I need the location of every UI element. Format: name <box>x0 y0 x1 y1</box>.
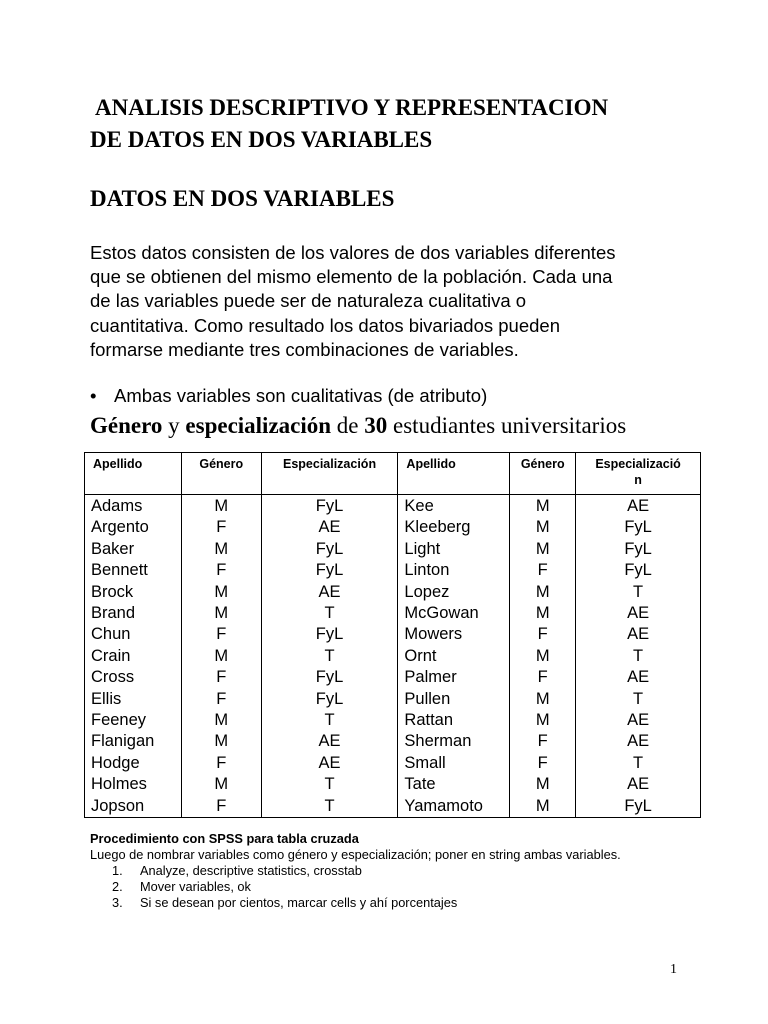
table-row <box>85 796 701 818</box>
step-number: 2. <box>112 879 123 894</box>
procedure-section <box>90 831 730 911</box>
table-cell: AE <box>576 667 701 688</box>
table-cell: AE <box>576 731 701 752</box>
column-header: Género <box>510 453 576 495</box>
procedure-title: Procedimiento con SPSS para tabla cruzada <box>90 831 359 846</box>
table-cell: M <box>510 646 576 667</box>
section-heading: DATOS EN DOS VARIABLES <box>90 186 395 211</box>
table-body <box>85 495 701 818</box>
table-cell: AE <box>261 731 398 752</box>
table-cell: M <box>181 731 261 752</box>
table-cell: F <box>510 753 576 774</box>
table-cell: AE <box>261 517 398 538</box>
column-header: Especialización <box>261 453 398 495</box>
table-cell: AE <box>576 774 701 795</box>
step-number: 3. <box>112 895 123 910</box>
table-cell: F <box>181 560 261 581</box>
table-cell: T <box>576 646 701 667</box>
table-cell: Sherman <box>398 731 510 752</box>
procedure-steps <box>90 863 730 911</box>
table-cell: Brand <box>85 603 182 624</box>
table-cell: AE <box>576 603 701 624</box>
table-cell: F <box>181 796 261 818</box>
table-cell: Kleeberg <box>398 517 510 538</box>
table-row <box>85 667 701 688</box>
table-cell: F <box>181 624 261 645</box>
table-cell: Palmer <box>398 667 510 688</box>
table-cell: Lopez <box>398 582 510 603</box>
title-line-2: DE DATOS EN DOS VARIABLES <box>90 127 433 152</box>
table-cell: M <box>510 603 576 624</box>
title-line-1: ANALISIS DESCRIPTIVO Y REPRESENTACION <box>95 95 609 120</box>
table-cell: Bennett <box>85 560 182 581</box>
table-cell: FyL <box>261 667 398 688</box>
table-cell: Chun <box>85 624 182 645</box>
list-item <box>90 895 730 911</box>
table-row <box>85 731 701 752</box>
table-cell: AE <box>576 710 701 731</box>
table-row <box>85 774 701 795</box>
table-cell: Holmes <box>85 774 182 795</box>
step-number: 1. <box>112 863 123 878</box>
table-cell: T <box>261 774 398 795</box>
table-cell: FyL <box>576 560 701 581</box>
table-cell: M <box>510 495 576 518</box>
table-cell: Ornt <box>398 646 510 667</box>
caption-word: 30 <box>364 413 388 438</box>
bullet-icon: • <box>90 385 97 406</box>
step-text: Analyze, descriptive statistics, crosstab <box>140 863 362 878</box>
table-cell: AE <box>261 753 398 774</box>
list-item <box>90 863 730 879</box>
table-cell: M <box>510 774 576 795</box>
table-cell: F <box>510 731 576 752</box>
table-cell: F <box>181 667 261 688</box>
table-cell: Baker <box>85 539 182 560</box>
table-cell: Argento <box>85 517 182 538</box>
step-text: Mover variables, ok <box>140 879 251 894</box>
table-cell: M <box>510 710 576 731</box>
table-cell: Crain <box>85 646 182 667</box>
table-row <box>85 689 701 710</box>
caption-word: estudiantes universitarios <box>387 413 627 438</box>
table-cell: M <box>181 646 261 667</box>
table-row <box>85 495 701 518</box>
table-cell: M <box>510 517 576 538</box>
table-row <box>85 753 701 774</box>
table-row <box>85 539 701 560</box>
table-cell: FyL <box>576 517 701 538</box>
table-cell: M <box>181 710 261 731</box>
table-caption <box>90 409 626 443</box>
page-number: 1 <box>670 962 677 977</box>
table-row <box>85 582 701 603</box>
table-cell: F <box>510 624 576 645</box>
table-cell: Mowers <box>398 624 510 645</box>
column-header: Especializació n <box>576 453 701 495</box>
table-cell: Ellis <box>85 689 182 710</box>
table-cell: FyL <box>261 560 398 581</box>
table-cell: M <box>181 774 261 795</box>
table-row <box>85 517 701 538</box>
bullet-text: Ambas variables son cualitativas (de atributo) <box>114 385 488 406</box>
table-cell: FyL <box>261 624 398 645</box>
table-row <box>85 624 701 645</box>
intro-line: cuantitativa. Como resultado los datos bivariados pueden <box>90 314 560 336</box>
table-cell: M <box>181 603 261 624</box>
bullet-item <box>90 384 487 408</box>
table-cell: Brock <box>85 582 182 603</box>
table-cell: FyL <box>261 495 398 518</box>
table-cell: Light <box>398 539 510 560</box>
caption-word: especialización <box>185 413 332 438</box>
intro-paragraph <box>90 241 690 362</box>
table-cell: F <box>181 753 261 774</box>
table-cell: T <box>576 689 701 710</box>
procedure-text: Luego de nombrar variables como género y especialización; poner en string ambas variables. <box>90 847 621 862</box>
intro-line: de las variables puede ser de naturaleza cualitativa o <box>90 290 527 312</box>
table-cell: T <box>261 646 398 667</box>
table-cell: F <box>510 667 576 688</box>
table-cell: M <box>181 495 261 518</box>
step-text: Si se desean por cientos, marcar cells y ahí porcentajes <box>140 895 458 910</box>
column-header: Género <box>181 453 261 495</box>
table-cell: M <box>181 582 261 603</box>
table-cell: M <box>181 539 261 560</box>
table-row <box>85 710 701 731</box>
table-cell: M <box>510 539 576 560</box>
caption-word: de <box>331 413 365 438</box>
table-cell: T <box>576 753 701 774</box>
table-cell: AE <box>576 624 701 645</box>
table-cell: Kee <box>398 495 510 518</box>
document-title <box>90 92 710 156</box>
table-cell: Feeney <box>85 710 182 731</box>
table-cell: McGowan <box>398 603 510 624</box>
table-row <box>85 603 701 624</box>
caption-word: y <box>162 413 186 438</box>
table-cell: FyL <box>576 539 701 560</box>
table-cell: Yamamoto <box>398 796 510 818</box>
table-cell: Pullen <box>398 689 510 710</box>
table-cell: T <box>576 582 701 603</box>
table-cell: FyL <box>261 539 398 560</box>
data-table <box>84 452 701 818</box>
table-cell: M <box>510 796 576 818</box>
table-row <box>85 646 701 667</box>
table-cell: T <box>261 710 398 731</box>
table-row <box>85 560 701 581</box>
table-cell: M <box>510 582 576 603</box>
table-cell: F <box>510 560 576 581</box>
table-cell: T <box>261 796 398 818</box>
column-header: Apellido <box>398 453 510 495</box>
caption-word: Género <box>90 413 163 438</box>
table-cell: Rattan <box>398 710 510 731</box>
table-cell: Jopson <box>85 796 182 818</box>
table-cell: Flanigan <box>85 731 182 752</box>
table-cell: T <box>261 603 398 624</box>
table-cell: M <box>510 689 576 710</box>
table-cell: F <box>181 517 261 538</box>
table-cell: Tate <box>398 774 510 795</box>
column-header: Apellido <box>85 453 182 495</box>
table-cell: Cross <box>85 667 182 688</box>
list-item <box>90 879 730 895</box>
intro-line: Estos datos consisten de los valores de dos variables diferentes <box>90 242 616 263</box>
table-cell: AE <box>576 495 701 518</box>
table-cell: Adams <box>85 495 182 518</box>
table-cell: Small <box>398 753 510 774</box>
table-cell: FyL <box>576 796 701 818</box>
table-header-row <box>85 453 701 495</box>
intro-line: formarse mediante tres combinaciones de variables. <box>90 338 519 360</box>
table-cell: Hodge <box>85 753 182 774</box>
table-cell: Linton <box>398 560 510 581</box>
table-cell: AE <box>261 582 398 603</box>
intro-line: que se obtienen del mismo elemento de la población. Cada una <box>90 266 613 288</box>
table-cell: FyL <box>261 689 398 710</box>
table-cell: F <box>181 689 261 710</box>
